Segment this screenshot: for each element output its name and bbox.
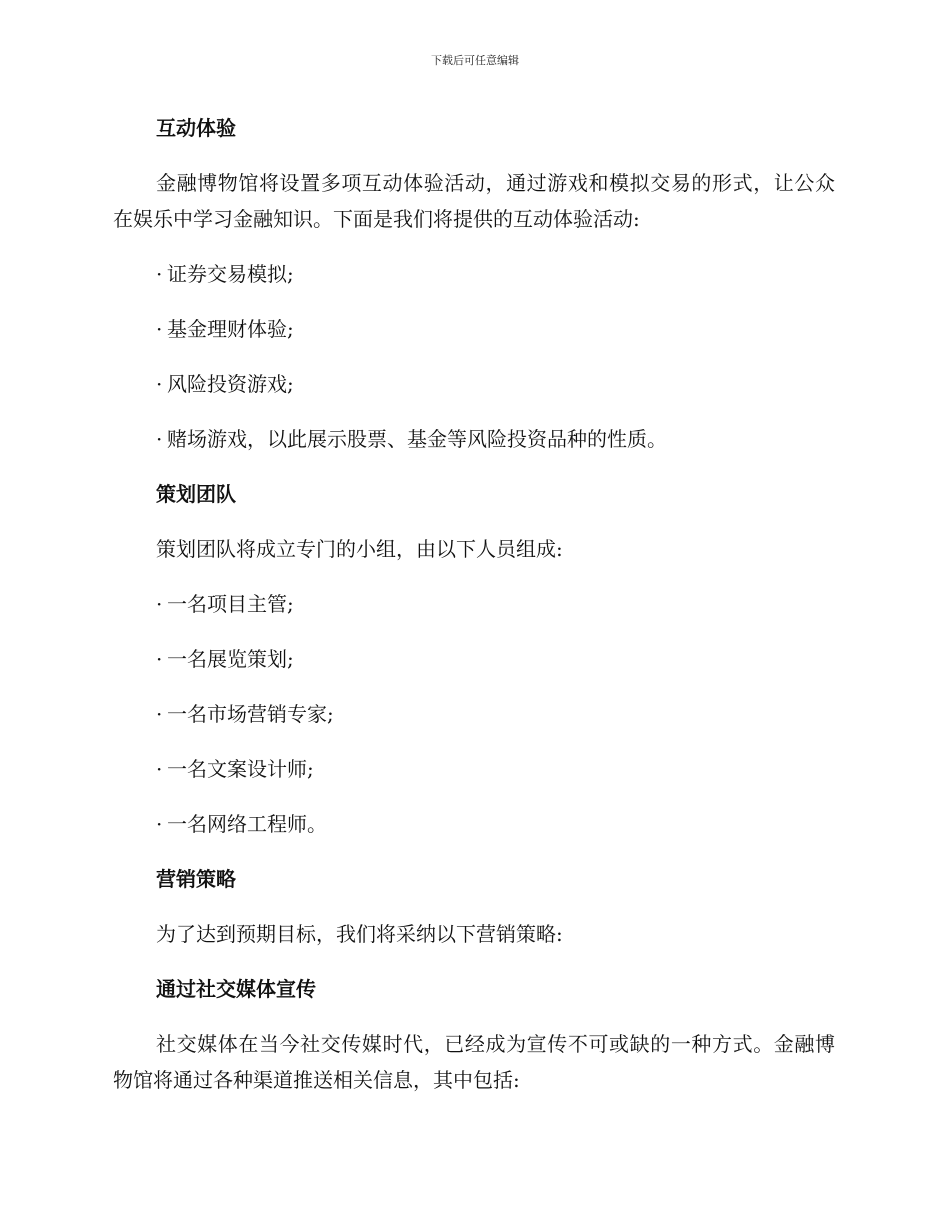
list-item (113, 641, 835, 677)
list-item (113, 311, 835, 347)
list-item (113, 586, 835, 622)
bullet-icon: · (156, 262, 163, 286)
list-item-text: 基金理财体验; (167, 317, 294, 341)
list-item-text: 一名项目主管; (167, 592, 294, 616)
list-item-text: 证券交易模拟; (167, 262, 294, 286)
bullet-icon: · (156, 757, 163, 781)
bullet-icon: · (156, 317, 163, 341)
list-item (113, 751, 835, 787)
section-paragraph-planning-team: 策划团队将成立专门的小组，由以下人员组成: (156, 537, 563, 561)
bullet-icon: · (156, 592, 163, 616)
list-item-text: 一名展览策划; (167, 647, 294, 671)
section-heading-planning-team: 策划团队 (156, 482, 236, 506)
bullet-icon: · (156, 702, 163, 726)
list-item-text: 一名文案设计师; (167, 757, 314, 781)
bullet-icon: · (156, 647, 163, 671)
bullet-icon: · (156, 427, 163, 451)
list-item-text: 一名市场营销专家; (167, 702, 334, 726)
bullet-icon: · (156, 812, 163, 836)
bullet-icon: · (156, 372, 163, 396)
list-item (113, 696, 835, 732)
section-heading-marketing-strategy: 营销策略 (156, 867, 236, 891)
section-paragraph-marketing-strategy: 为了达到预期目标，我们将采纳以下营销策略: (156, 922, 563, 946)
document-body (113, 110, 835, 1117)
list-item (113, 806, 835, 842)
section-paragraph-social-media: 社交媒体在当今社交传媒时代，已经成为宣传不可或缺的一种方式。金融博物馆将通过各种渠道推送相关信息，其中包括: (113, 1032, 835, 1092)
list-item (113, 366, 835, 402)
section-heading-interactive-experience: 互动体验 (156, 116, 236, 140)
list-item (113, 256, 835, 292)
section-paragraph-interactive-experience: 金融博物馆将设置多项互动体验活动，通过游戏和模拟交易的形式，让公众在娱乐中学习金融知识。下面是我们将提供的互动体验活动: (113, 171, 835, 231)
page-header: 下载后可任意编辑 (431, 54, 519, 67)
section-heading-social-media: 通过社交媒体宣传 (156, 977, 316, 1001)
list-item-text: 风险投资游戏; (167, 372, 294, 396)
list-item-text: 赌场游戏，以此展示股票、基金等风险投资品种的性质。 (167, 427, 667, 451)
list-item (113, 421, 835, 457)
list-item-text: 一名网络工程师。 (167, 812, 327, 836)
